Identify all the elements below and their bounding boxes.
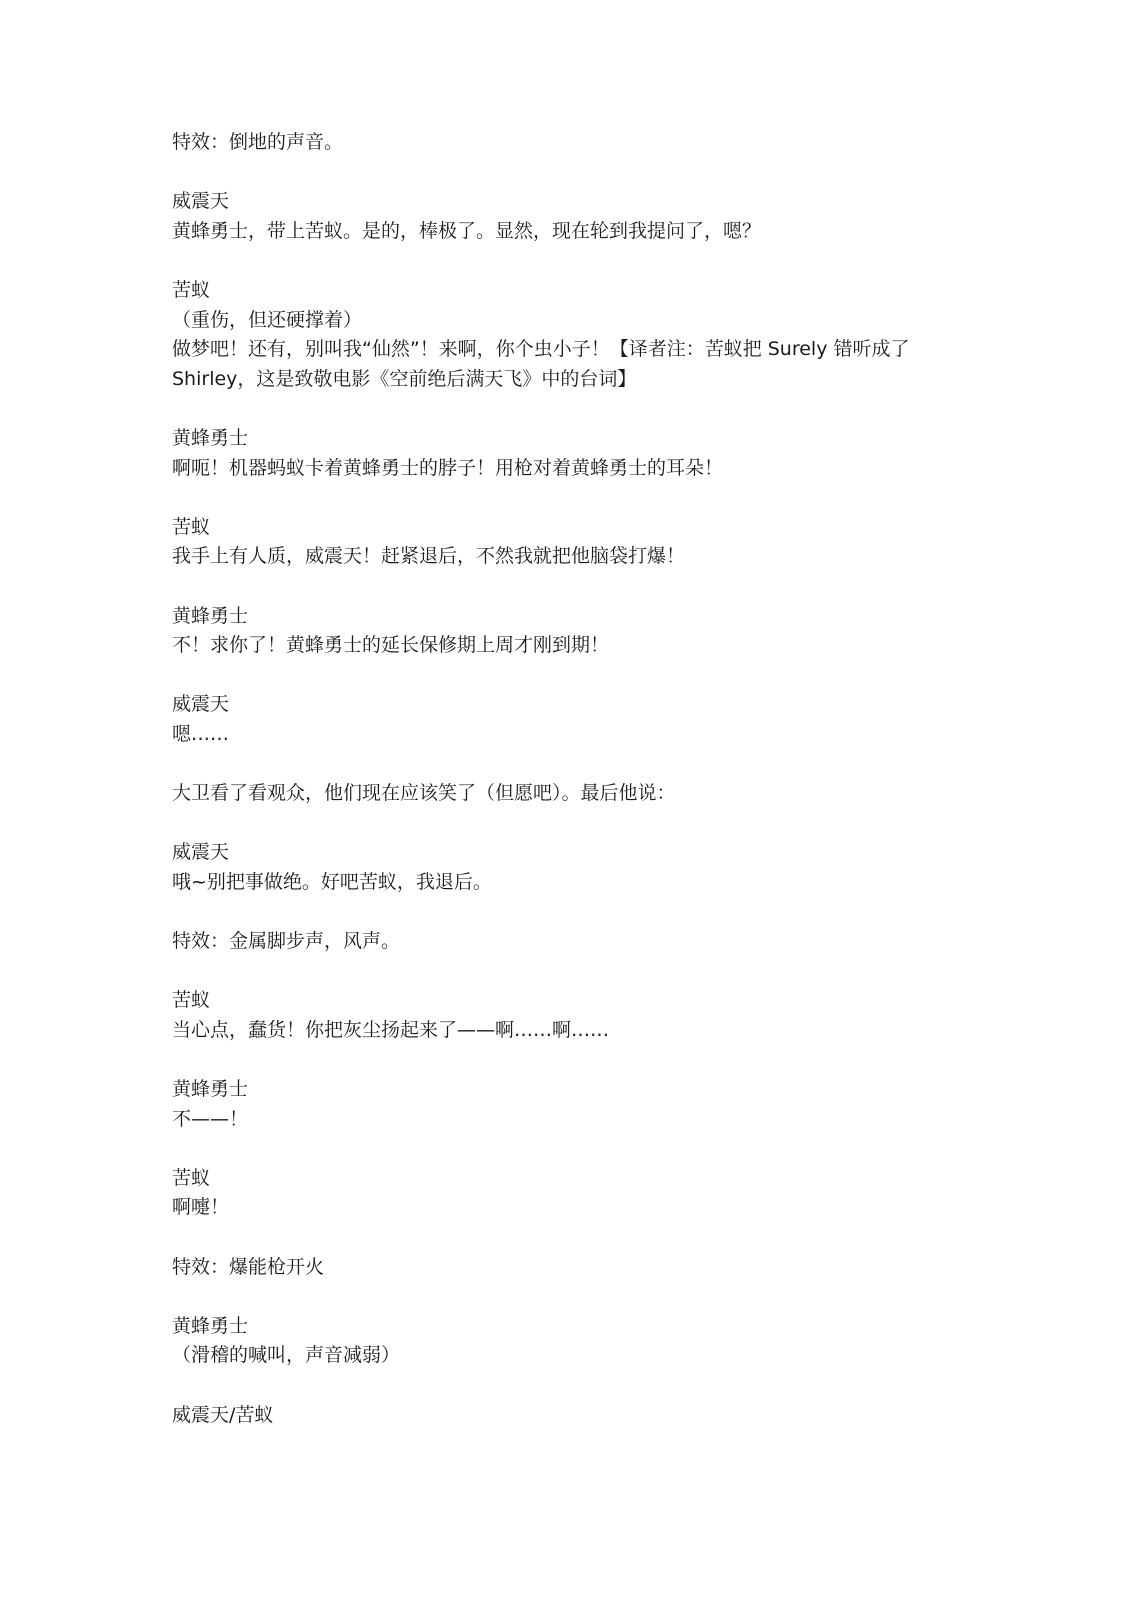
block-spacer [172, 246, 972, 276]
speaker-name: 苦蚁 [172, 278, 211, 301]
block-spacer [172, 158, 972, 188]
dialogue-block [172, 513, 972, 572]
dialogue-block [172, 1075, 972, 1134]
speaker-name: 苦蚁 [172, 1166, 211, 1189]
dialogue-block [172, 986, 972, 1045]
dialogue-block [172, 1401, 972, 1431]
action-block [172, 1253, 972, 1283]
block-spacer [172, 749, 972, 779]
block-spacer [172, 394, 972, 424]
block-spacer [172, 809, 972, 839]
speaker-name: 黄蜂勇士 [172, 604, 249, 627]
speaker-name: 威震天 [172, 841, 230, 864]
speaker-name: 苦蚁 [172, 515, 211, 538]
action-block [172, 927, 972, 957]
dialogue-block [172, 602, 972, 661]
block-spacer [172, 1045, 972, 1075]
dialogue-line: 嗯…… [172, 722, 230, 745]
block-spacer [172, 1371, 972, 1401]
dialogue-block [172, 690, 972, 749]
dialogue-line: 不！求你了！黄蜂勇士的延长保修期上周才刚到期！ [172, 634, 610, 657]
dialogue-line: 啊呃！机器蚂蚁卡着黄蜂勇士的脖子！用枪对着黄蜂勇士的耳朵！ [172, 456, 724, 479]
speaker-name: 威震天/苦蚁 [172, 1403, 274, 1426]
action-line: 特效：爆能枪开火 [172, 1255, 325, 1278]
dialogue-line: 做梦吧！还有，别叫我“仙然”！来啊，你个虫小子！【译者注：苦蚁把 Surely 错听成了 [172, 338, 910, 361]
dialogue-block [172, 187, 972, 246]
dialogue-line: 黄蜂勇士，带上苦蚁。是的，棒极了。显然，现在轮到我提问了，嗯？ [172, 219, 762, 242]
speaker-name: 威震天 [172, 693, 230, 716]
script-page [172, 128, 972, 1430]
dialogue-line: 不——！ [172, 1107, 249, 1130]
action-block [172, 779, 972, 809]
speaker-name: 苦蚁 [172, 989, 211, 1012]
dialogue-block [172, 276, 972, 394]
dialogue-line: Shirley，这是致敬电影《空前绝后满天飞》中的台词】 [172, 367, 637, 390]
dialogue-line: （滑稽的喊叫，声音减弱） [172, 1344, 401, 1367]
block-spacer [172, 897, 972, 927]
dialogue-line: 哦~别把事做绝。好吧苦蚁，我退后。 [172, 870, 492, 893]
block-spacer [172, 572, 972, 602]
action-line: 特效：倒地的声音。 [172, 131, 344, 153]
action-line: 特效：金属脚步声，风声。 [172, 930, 401, 953]
block-spacer [172, 483, 972, 513]
action-line: 大卫看了看观众，他们现在应该笑了（但愿吧）。最后他说： [172, 782, 676, 805]
block-spacer [172, 1134, 972, 1164]
block-spacer [172, 1223, 972, 1253]
dialogue-block [172, 1164, 972, 1223]
dialogue-line: 我手上有人质，威震天！赶紧退后，不然我就把他脑袋打爆！ [172, 545, 686, 568]
speaker-name: 黄蜂勇士 [172, 426, 249, 449]
action-block [172, 128, 972, 158]
speaker-name: 威震天 [172, 190, 230, 213]
dialogue-line: （重伤，但还硬撑着） [172, 308, 363, 331]
speaker-name: 黄蜂勇士 [172, 1078, 249, 1100]
block-spacer [172, 1282, 972, 1312]
dialogue-block [172, 424, 972, 483]
block-spacer [172, 661, 972, 691]
dialogue-line: 啊嚏！ [172, 1196, 230, 1219]
dialogue-block [172, 838, 972, 897]
speaker-name: 黄蜂勇士 [172, 1314, 249, 1337]
dialogue-line: 当心点，蠢货！你把灰尘扬起来了——啊……啊…… [172, 1018, 610, 1041]
dialogue-block [172, 1312, 972, 1371]
block-spacer [172, 957, 972, 987]
